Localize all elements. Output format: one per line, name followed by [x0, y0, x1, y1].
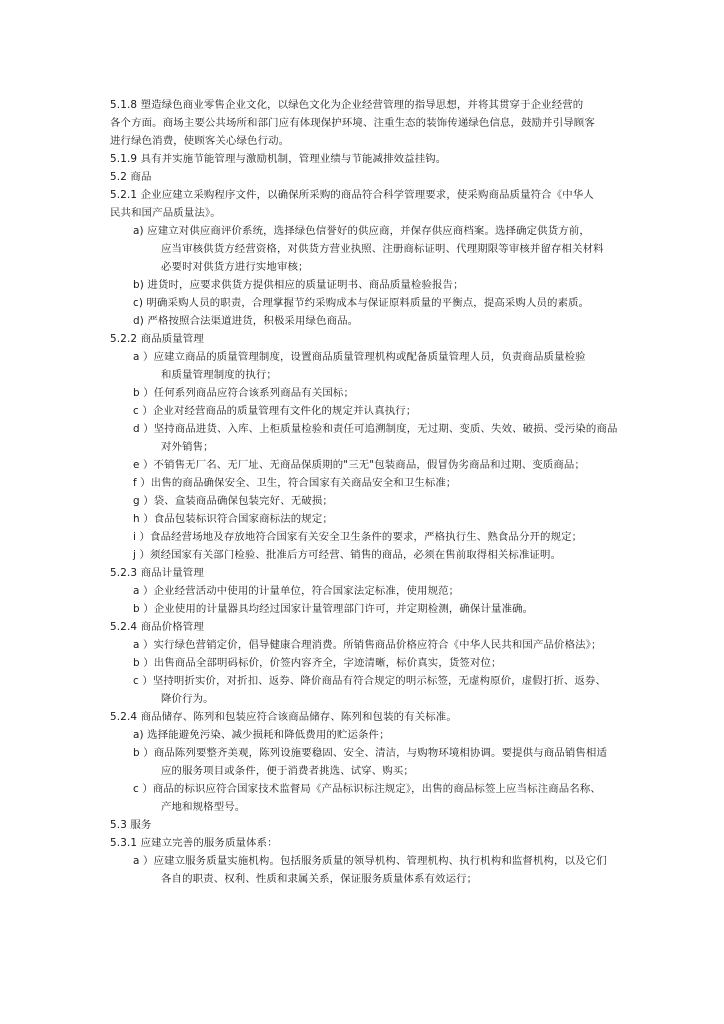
item-5-2-4-a: a ）实行绿色营销定价，倡导健康合理消费。所销售商品价格应符合《中华人民共和国产品价格法》；: [133, 639, 602, 651]
item-5-2-4-b: b ）出售商品全部明码标价，价签内容齐全，字迹清晰，标价真实，货签对位；: [133, 657, 502, 669]
item-5-2-2-g: g ）袋、盒装商品确保包装完好、无破损；: [133, 495, 333, 507]
item-storage-c-line-2: 产地和规格型号。: [161, 801, 246, 813]
item-5-2-2-c: c ）企业对经营商品的质量管理有文件化的规定并认真执行；: [133, 405, 417, 417]
item-5-2-2-a-line-2: 和质量管理制度的执行；: [161, 369, 277, 381]
section-5-2-heading: 5.2 商品: [110, 171, 152, 183]
item-5-2-2-d-line-1: d ）坚持商品进货、入库、上柜质量检验和责任可追溯制度，无过期、变质、失效、破损、受污染的商品: [133, 423, 618, 435]
item-5-2-1-c: c) 明确采购人员的职责，合理掌握节约采购成本与保证原料质量的平衡点，提高采购人员的素质。: [133, 297, 590, 309]
item-5-2-1-a-line-1: a) 应建立对供应商评价系统，选择绿色信誉好的供应商，并保存供应商档案。选择确定供货方前，: [133, 225, 590, 237]
item-5-2-2-a-line-1: a ）应建立商品的质量管理制度，设置商品质量管理机构或配备质量管理人员，负责商品质量检验: [133, 351, 586, 363]
clause-5-1-8-line-3: 进行绿色消费，使顾客关心绿色行动。: [110, 135, 290, 147]
item-5-2-1-a-line-2: 应当审核供货方经营资格，对供货方营业执照、注册商标证明、代理期限等审核并留存相关材料: [161, 243, 604, 255]
item-storage-b-line-2: 应的服务项目或条件，便于消费者挑选、试穿、购买；: [161, 765, 414, 777]
item-5-2-2-h: h ）食品包装标识符合国家商标法的规定；: [133, 513, 333, 525]
item-5-2-3-a: a ）企业经营活动中使用的计量单位，符合国家法定标准，使用规范；: [133, 585, 460, 597]
item-storage-c-line-1: c ）商品的标识应符合国家技术监督局《产品标识标注规定》，出售的商品标签上应当标注商品名称、: [133, 783, 601, 795]
clause-5-2-3-heading: 5.2.3 商品计量管理: [110, 567, 204, 579]
clause-5-3-1: 5.3.1 应建立完善的服务质量体系：: [110, 837, 278, 849]
item-5-2-2-i: i ）食品经营场地及存放地符合国家有关安全卫生条件的要求，严格执行生、熟食品分开的规定；: [133, 531, 583, 543]
item-5-3-1-a-line-2: 各自的职责、权利、性质和隶属关系，保证服务质量体系有效运行；: [161, 873, 478, 885]
clause-5-1-8-line-2: 各个方面。商场主要公共场所和部门应有体现保护环境、注重生态的装饰传递绿色信息，鼓励并引导顾客: [110, 117, 595, 129]
item-5-3-1-a-line-1: a ）应建立服务质量实施机构。包括服务质量的领导机构、管理机构、执行机构和监督机构，以及它们: [133, 855, 607, 867]
item-5-2-1-b: b) 进货时，应要求供货方提供相应的质量证明书、商品质量检验报告；: [133, 279, 464, 291]
item-storage-a: a) 选择能避免污染、减少损耗和降低费用的贮运条件；: [133, 729, 390, 741]
item-5-2-2-f: f ）出售的商品确保安全、卫生，符合国家有关商品安全和卫生标准；: [133, 477, 457, 489]
item-5-2-3-b: b ）企业使用的计量器具均经过国家计量管理部门许可，并定期检测，确保计量准确。: [133, 603, 534, 615]
item-5-2-2-b: b ）任何系列商品应符合该系列商品有关国标；: [133, 387, 355, 399]
clause-5-2-4-heading: 5.2.4 商品价格管理: [110, 621, 204, 633]
item-5-2-2-d-line-2: 对外销售；: [161, 441, 214, 453]
item-storage-b-line-1: b ）商品陈列要整齐美观，陈列设施要稳固、安全、清洁，与购物环境相协调。要提供与商品销售相适: [133, 747, 607, 759]
item-5-2-2-e: e ）不销售无厂名、无厂址、无商品保质期的"三无"包装商品，假冒伪劣商品和过期、变质商品；: [133, 459, 586, 471]
clause-5-1-9: 5.1.9 具有并实施节能管理与激励机制，管理业绩与节能减排效益挂钩。: [110, 153, 447, 165]
clause-5-1-8-line-1: 5.1.8 塑造绿色商业零售企业文化，以绿色文化为企业经营管理的指导思想，并将其贯穿于企业经营的: [110, 99, 584, 111]
item-5-2-4-c-line-1: c ）坚持明折实价，对折扣、返券、降价商品有符合规定的明示标签，无虚构原价，虚假打折、返券、: [133, 675, 607, 687]
clause-5-2-1-line-2: 民共和国产品质量法》。: [110, 207, 221, 219]
clause-5-2-1-line-1: 5.2.1 企业应建立采购程序文件，以确保所采购的商品符合科学管理要求，使采购商品质量符合《中华人: [110, 189, 594, 201]
item-5-2-4-c-line-2: 降价行为。: [161, 693, 214, 705]
section-5-3-heading: 5.3 服务: [110, 819, 152, 831]
clause-5-2-4-storage-heading: 5.2.4 商品储存、陈列和包装应符合该商品储存、陈列和包装的有关标准。: [110, 711, 457, 723]
item-5-2-1-d: d) 严格按照合法渠道进货，积极采用绿色商品。: [133, 315, 359, 327]
item-5-2-1-a-line-3: 必要时对供货方进行实地审核；: [161, 261, 309, 273]
clause-5-2-2-heading: 5.2.2 商品质量管理: [110, 333, 204, 345]
item-5-2-2-j: j ）须经国家有关部门检验、批准后方可经营、销售的商品，必须在售前取得相关标准证明。: [133, 549, 562, 561]
